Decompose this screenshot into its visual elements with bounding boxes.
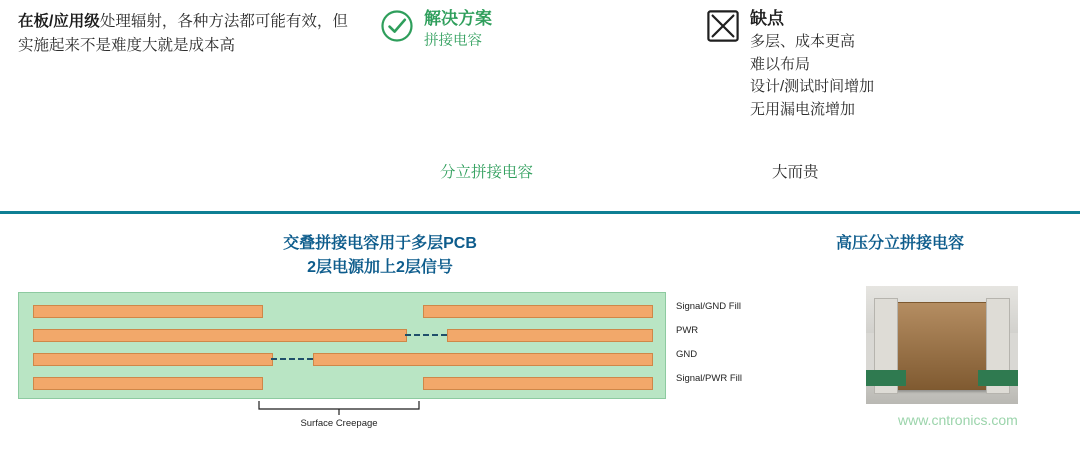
high-voltage-capacitor-photo	[866, 286, 1018, 404]
trace-pwr	[33, 329, 407, 342]
pcb-diagram-title	[30, 232, 730, 280]
layer-label-pwr: PWR	[676, 325, 699, 336]
drawback-list	[750, 31, 874, 121]
layer-label-signal-pwr: Signal/PWR Fill	[676, 373, 742, 384]
trace-gnd-right	[313, 353, 653, 366]
drawback-item: 难以布局	[750, 55, 811, 73]
layer-label-gnd: GND	[676, 349, 698, 360]
solution-title: 解决方案	[424, 9, 492, 28]
pcb-cross-section-diagram	[18, 292, 666, 399]
check-circle-icon	[380, 9, 414, 43]
solution-block	[380, 8, 620, 52]
drawback-title: 缺点	[750, 9, 784, 28]
drawback-item: 设计/测试时间增加	[750, 78, 875, 96]
trace-signal-pwr-left	[33, 377, 263, 390]
drawback-text	[750, 8, 874, 121]
intro-bold-lead: 在板/应用级	[18, 13, 100, 30]
layer-label-signal-gnd: Signal/GND Fill	[676, 301, 741, 312]
solution-subtitle: 拼接电容	[424, 33, 482, 50]
intro-rest: 处理辐射，各种方法都可能有效，但实施起来不是难度大就是成本高	[18, 13, 348, 55]
dash-pwr	[405, 334, 447, 336]
solder-pad-left	[866, 370, 906, 386]
solution-caption: 分立拼接电容	[440, 164, 534, 181]
drawback-item: 无用漏电流增加	[750, 100, 856, 118]
solution-text	[424, 8, 492, 52]
drawback-caption: 大而贵	[772, 164, 819, 181]
creepage-bracket-icon	[258, 401, 420, 415]
x-square-icon	[706, 9, 740, 43]
intro-paragraph	[18, 10, 358, 58]
top-section	[0, 0, 1080, 212]
trace-gnd-left	[33, 353, 273, 366]
dash-gnd	[271, 358, 313, 360]
solution-header	[380, 8, 620, 52]
drawback-header	[706, 8, 1006, 121]
capacitor-title: 高压分立拼接电容	[835, 235, 964, 252]
trace-signal-pwr-right	[423, 377, 653, 390]
watermark: www.cntronics.com	[898, 412, 1018, 428]
trace-signal-gnd-left	[33, 305, 263, 318]
drawback-block	[706, 8, 1006, 121]
pcb-title-line2: 2层电源加上2层信号	[307, 259, 453, 276]
solder-pad-right	[978, 370, 1018, 386]
trace-signal-gnd-right	[423, 305, 653, 318]
drawback-item: 多层、成本更高	[750, 33, 856, 51]
bottom-section	[0, 214, 1080, 451]
creepage-label: Surface Creepage	[300, 418, 378, 429]
pcb-title-line1: 交叠拼接电容用于多层PCB	[283, 235, 477, 252]
trace-pwr-right	[447, 329, 653, 342]
